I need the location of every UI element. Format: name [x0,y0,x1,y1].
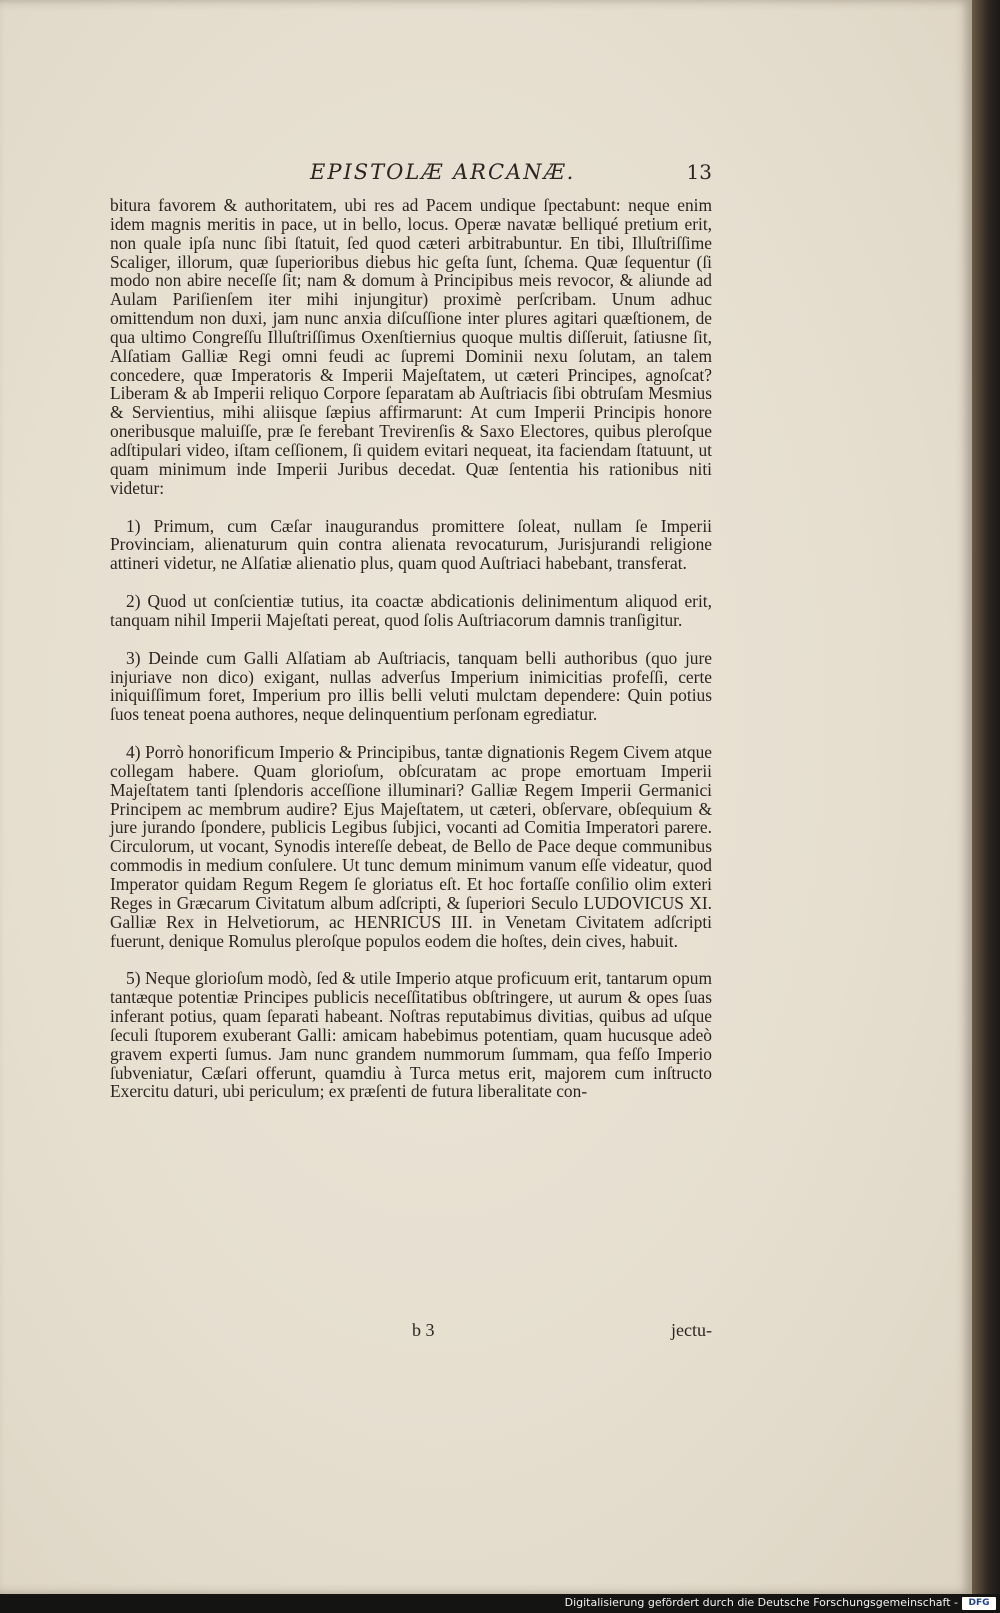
paragraph-intro: bitura favorem & authoritatem, ubi res ad Pacem undique ſpectabunt: neque enim idem magnis meritis in pace, ut in bello, locus. Operæ navatæ belliqué pretium erit, non quale ipſa nunc ſibi ſtatuit, ſed quod cæteri arbitrabuntur. En tibi, Illuſtriſſime Scaliger, illorum, quæ ſuperioribus diebus hic geſta ſunt, ſchema. Quæ ſequentur (ſi modo non abire neceſſe ſit; nam & domum à Principibus meis revocor, & aliunde ad Aulam Pariſienſem iter mihi injungitur) proximè perſcribam. Unum adhuc omittendum non duxi, jam nunc anxia diſcuſſione inter plures agitari quæſtionem, de qua ultimo Congreſſu Illuſtriſſimus Oxenſtiernius quoque multis diſſeruit, ſatiusne ſit, Alſatiam Galliæ Regi omni feudi ac ſupremi Dominii nexu ſolutam, an talem concedere, quæ Imperatoris & Imperii Majeſtatem, ut cæteri Principes, agnoſcat? Liberam & ab Imperii reliquo Corpore ſeparatam ab Auſtriacis ſibi obtruſam Mesmius & Servientius, mihi aliisque ſæpius affirmarunt: At cum Imperii Principis honore oneribusque maluiſſe, præ ſe ferebant Trevirenſis & Saxo Electores, quibus pleroſque adſtipulari video, iſtam ceſſionem, ſi quidem evitari nequeat, ita faciendam ſtatuunt, ut quam minimum inde Imperii Juribus decedat. Quæ ſententia his rationibus niti videtur: [110,195,712,498]
catchword: jectu- [671,1320,712,1340]
page-edge [972,0,1000,1594]
credit-bar [0,1594,1000,1613]
running-title: EPISTOLÆ ARCANÆ. [310,160,576,184]
dfg-logo-icon: DFG [962,1597,996,1610]
page-number: 13 [686,160,712,184]
paragraph-point-4: 4) Porrò honorificum Imperio & Principibus, tantæ dignationis Regem Civem atque collegam habere. Quam glorioſum, obſcuratam ac prope emortuam Imperii Majeſtatem tanti ſplendoris acceſſione illuminari? Galliæ Regem Imperii Germanici Principem ac membrum audire? Ejus Majeſtatem, ut cæteri, obſervare, obſequium & jure jurando ſpondere, publicis Legibus ſubjici, vocanti ad Comitia Imperatori parere. Circulorum, ut vocant, Synodis intereſſe debeat, de Bello de Pace deque communibus commodis in medium conſulere. Ut tunc demum minimum vanum eſſe videatur, quod Imperator quidam Regum Regem ſe gloriatus eſt. Et hoc fortaſſe conſilio olim exteri Reges in Græcarum Civitatum album adſcripti, & ſuperiori Seculo LUDOVICUS XI. Galliæ Rex in Helvetiorum, ac HENRICUS III. in Venetam Civitatem adſcripti fuerunt, denique Romulus pleroſque populos eodem die hoſtes, dein cives, habuit. [110,742,712,951]
body-text [110,196,712,1101]
page-footer [110,1320,712,1346]
paragraph-point-1: 1) Primum, cum Cæſar inaugurandus promittere ſoleat, nullam ſe Imperii Provinciam, alienaturum quin contra alienata revocaturum, Jurisjurandi religione attineri videtur, ne Alſatiæ alienatio plus, quam quod Auſtriaci habebant, transferat. [110,515,712,574]
running-head [110,160,712,188]
paragraph-point-5: 5) Neque glorioſum modò, ſed & utile Imperio atque proficuum erit, tantarum opum tantæque potentiæ Principes publicis neceſſitatibus obſtringere, ut aurum & opes ſuas inferant potius, quam ſeparati habeant. Noſtras reputabimus divitias, quibus ad uſque ſeculi ſtuporem exuberant Galli: amicam habebimus potentiam, quam hucusque adeò gravem experti ſumus. Jam nunc grandem nummorum ſummam, qua feſſo Imperio ſubveniatur, Cæſari offerunt, quamdiu à Turca metus erit, majorem cum inſtructo Exercitu daturi, ubi periculum; ex præſenti de futura liberalitate con- [110,968,712,1102]
paragraph-point-3: 3) Deinde cum Galli Alſatiam ab Auſtriacis, tanquam belli authoribus (quo jure injuriave non dico) exigant, nullas adverſus Imperium inimicitias profeſſi, certe iniquiſſimum foret, Imperium pro illis belli veluti mulctam dependere: Quin potius ſuos teneat poena authores, neque delinquentium perſonam egrediatur. [110,647,712,725]
paragraph-point-2: 2) Quod ut conſcientiæ tutius, ita coactæ abdicationis delinimentum aliquod erit, tanquam nihil Imperii Majeſtati pereat, quod ſolis Auſtriacorum damnis tranſigitur. [110,591,712,630]
funding-credit: Digitalisierung gefördert durch die Deutsche Forschungsgemeinschaft - [564,1596,958,1609]
signature-mark: b 3 [412,1320,435,1340]
